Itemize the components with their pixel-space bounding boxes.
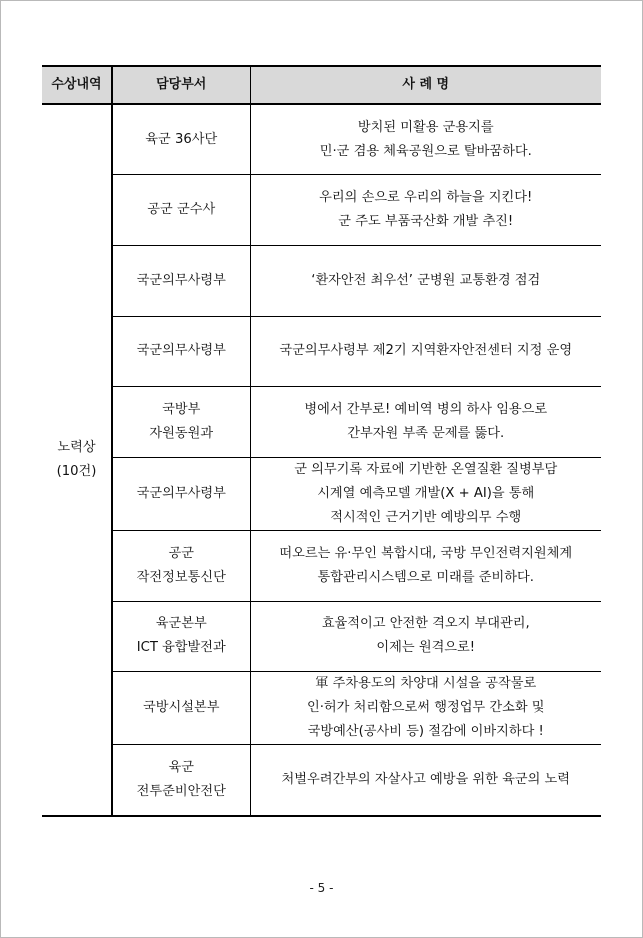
department-line: 국방부 bbox=[162, 402, 201, 418]
table-row bbox=[42, 672, 601, 745]
department-line: 전투준비안전단 bbox=[136, 783, 226, 799]
table-row bbox=[42, 457, 601, 530]
case-cell bbox=[250, 245, 601, 316]
award-name: 노력상 bbox=[57, 439, 96, 455]
department-line: 육군본부 bbox=[155, 616, 207, 632]
department-cell bbox=[112, 245, 250, 316]
department-cell bbox=[112, 672, 250, 745]
case-line: 떠오르는 유·무인 복합시대, 국방 무인전력지원체계 bbox=[279, 545, 573, 561]
department-cell bbox=[112, 104, 250, 175]
case-line: 軍 주차용도의 차양대 시설을 공작물로 bbox=[315, 676, 537, 692]
case-cell bbox=[250, 745, 601, 816]
award-count: (10건) bbox=[56, 463, 97, 479]
department-cell bbox=[112, 387, 250, 458]
department-line: ICT 융합발전과 bbox=[136, 640, 226, 656]
case-line: 시계열 예측모델 개발(X + AI)을 통해 bbox=[317, 485, 535, 501]
case-line: 국군의무사령부 제2기 지역환자안전센터 지정 운영 bbox=[279, 343, 573, 359]
case-cell bbox=[250, 104, 601, 175]
case-cell bbox=[250, 387, 601, 458]
case-line: 군 주도 부품국산화 개발 추진! bbox=[338, 214, 514, 230]
department-cell bbox=[112, 530, 250, 601]
case-line: 간부자원 부족 문제를 뚫다. bbox=[347, 426, 505, 442]
case-line: 군 의무기록 자료에 기반한 온열질환 질병부담 bbox=[294, 461, 558, 477]
table-row bbox=[42, 245, 601, 316]
table-row bbox=[42, 387, 601, 458]
case-line: 국방예산(공사비 등) 절감에 이바지하다 ! bbox=[307, 724, 544, 740]
case-cell bbox=[250, 457, 601, 530]
header-case: 사 례 명 bbox=[250, 66, 601, 104]
case-line: 효율적이고 안전한 격오지 부대관리, bbox=[321, 616, 530, 632]
department-cell bbox=[112, 601, 250, 672]
case-line: 우리의 손으로 우리의 하늘을 지킨다! bbox=[319, 190, 533, 206]
department-line: 공군 군수사 bbox=[147, 202, 216, 218]
case-line: 병에서 간부로! 예비역 병의 하사 임용으로 bbox=[304, 402, 548, 418]
department-line: 육군 bbox=[168, 759, 194, 775]
department-line: 공군 bbox=[168, 545, 194, 561]
department-line: 국군의무사령부 bbox=[136, 272, 226, 288]
department-line: 자원동원과 bbox=[149, 426, 214, 442]
case-line: ‘환자안전 최우선’ 군병원 교통환경 점검 bbox=[311, 272, 541, 288]
table-row bbox=[42, 601, 601, 672]
case-line: 민·군 겸용 체육공원으로 탈바꿈하다. bbox=[319, 143, 532, 159]
case-cell bbox=[250, 175, 601, 246]
case-cell bbox=[250, 672, 601, 745]
header-row bbox=[42, 66, 601, 104]
department-cell bbox=[112, 316, 250, 387]
case-line: 이제는 원격으로! bbox=[376, 640, 476, 656]
department-cell bbox=[112, 175, 250, 246]
awards-table bbox=[42, 65, 601, 817]
award-cell bbox=[42, 104, 112, 816]
case-line: 통합관리시스템으로 미래를 준비하다. bbox=[317, 569, 534, 585]
case-line: 방치된 미활용 군용지를 bbox=[357, 119, 494, 135]
case-line: 인·허가 처리함으로써 행정업무 간소화 및 bbox=[306, 700, 545, 716]
department-cell bbox=[112, 745, 250, 816]
case-line: 처벌우려간부의 자살사고 예방을 위한 육군의 노력 bbox=[281, 771, 570, 787]
department-cell bbox=[112, 457, 250, 530]
header-award: 수상내역 bbox=[42, 66, 112, 104]
case-cell bbox=[250, 316, 601, 387]
department-line: 작전정보통신단 bbox=[136, 569, 226, 585]
table-row bbox=[42, 745, 601, 816]
case-cell bbox=[250, 601, 601, 672]
department-line: 국군의무사령부 bbox=[136, 343, 226, 359]
table-row bbox=[42, 530, 601, 601]
table-row bbox=[42, 175, 601, 246]
case-line: 적시적인 근거기반 예방의무 수행 bbox=[330, 509, 522, 525]
table-row bbox=[42, 104, 601, 175]
page-number: - 5 - bbox=[309, 881, 334, 895]
header-department: 담당부서 bbox=[112, 66, 250, 104]
case-cell bbox=[250, 530, 601, 601]
department-line: 육군 36사단 bbox=[145, 131, 218, 147]
department-line: 국방시설본부 bbox=[143, 700, 220, 716]
table-row bbox=[42, 316, 601, 387]
department-line: 국군의무사령부 bbox=[136, 485, 226, 501]
